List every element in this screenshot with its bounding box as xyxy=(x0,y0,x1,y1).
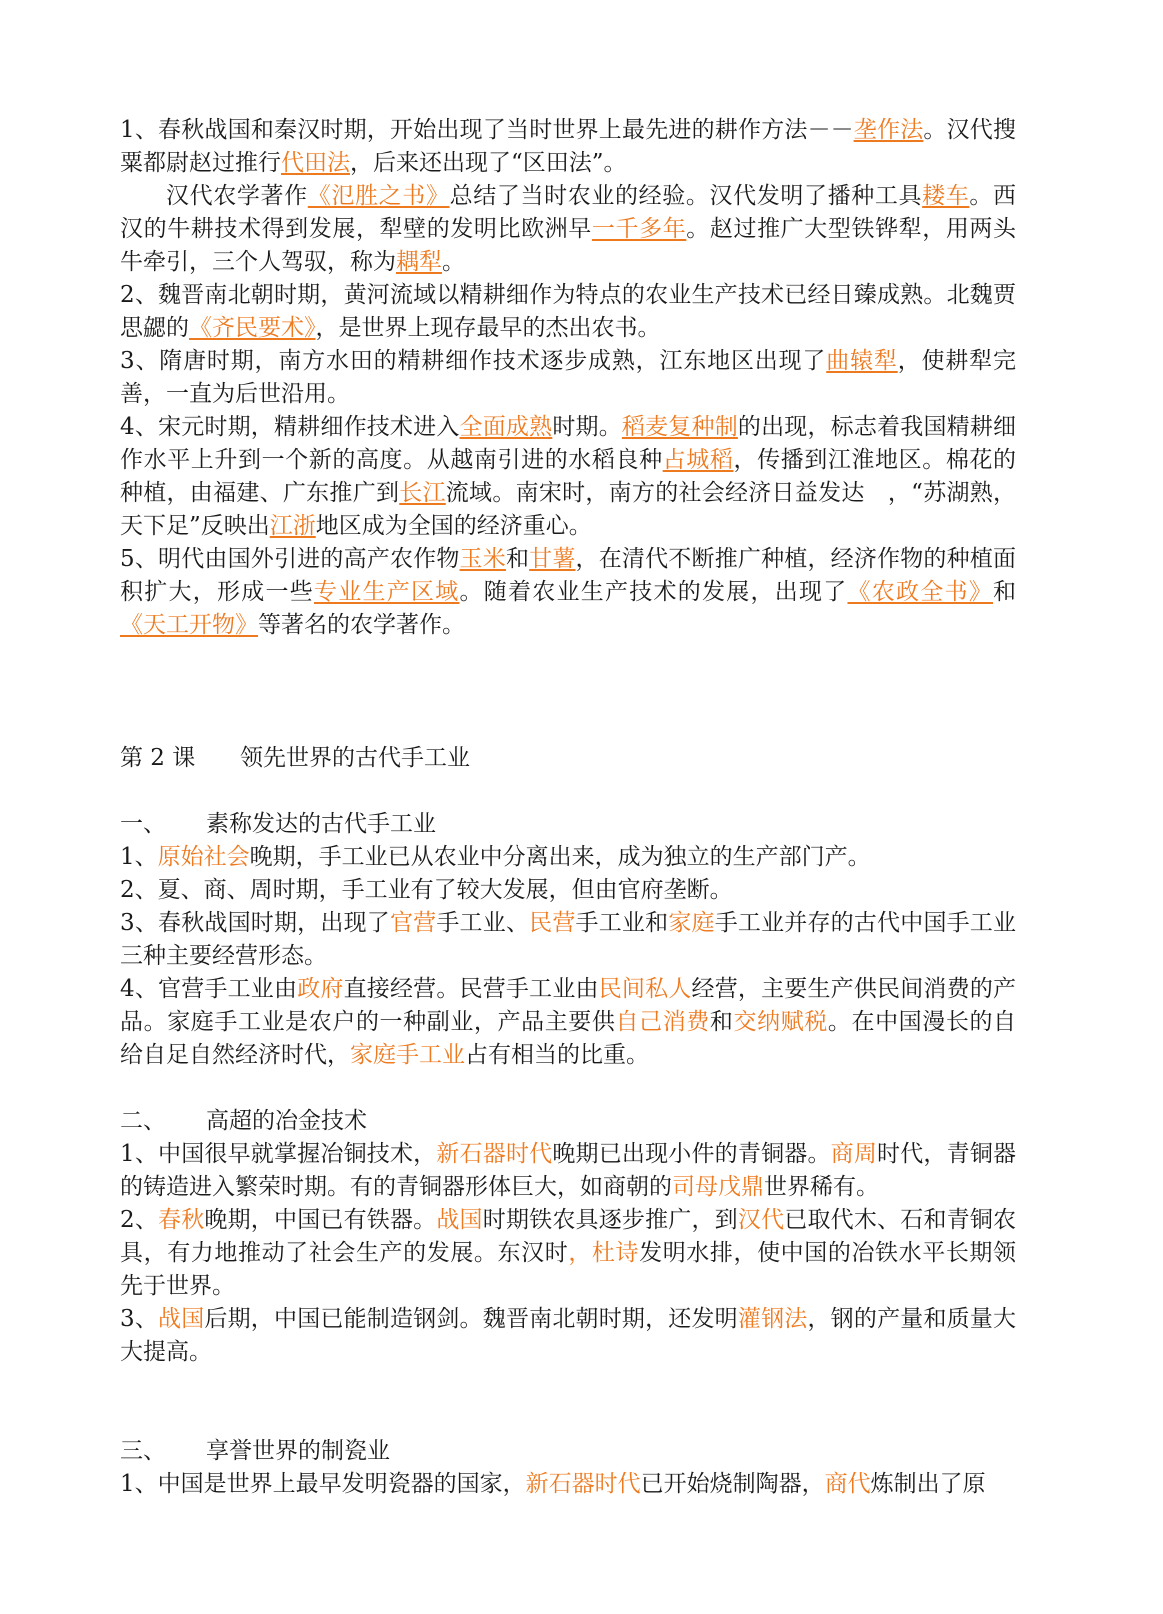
keyword-underlined: 甘薯 xyxy=(529,546,576,572)
text-run: 汉代农学著作 xyxy=(166,183,308,209)
text-run: 。赵过推广大型铁铧犁，用两头牛牵引，三个人驾驭，称为 xyxy=(120,216,1017,275)
keyword-highlight: 原始社会 xyxy=(157,844,250,870)
paragraph xyxy=(120,279,1016,345)
keyword-highlight: ，杜诗 xyxy=(568,1240,640,1266)
list-item xyxy=(120,841,1016,874)
list-item xyxy=(120,1468,1016,1501)
keyword-underlined: 稻麦复种制 xyxy=(621,414,738,440)
section-items xyxy=(120,1468,1016,1501)
section-heading xyxy=(120,808,1016,841)
text-run: 2、夏、商、周时期，手工业有了较大发展，但由官府垄断。 xyxy=(120,877,733,903)
section-items xyxy=(120,841,1016,1072)
keyword-highlight: 交纳赋税 xyxy=(733,1009,828,1035)
text-run: 世界稀有。 xyxy=(764,1174,879,1200)
text-run: ，在清代不断推广种植，经济作物的种植面积扩大，形成一些 xyxy=(120,546,1017,605)
paragraph xyxy=(120,114,1016,180)
text-run: 和 xyxy=(993,579,1016,605)
section-items xyxy=(120,1138,1016,1369)
keyword-highlight: 灌钢法 xyxy=(737,1306,808,1332)
section-number: 二、 xyxy=(120,1108,166,1134)
section-title: 享誉世界的制瓷业 xyxy=(206,1438,390,1464)
keyword-highlight: 家庭手工业 xyxy=(350,1042,465,1068)
keyword-highlight: 民营 xyxy=(529,910,576,936)
list-item xyxy=(120,1138,1016,1204)
text-run: 5、明代由国外引进的高产农作物 xyxy=(120,546,460,572)
keyword-underlined: 占城稻 xyxy=(662,447,734,473)
list-item xyxy=(120,874,1016,907)
text-run: 晚期，手工业已从农业中分离出来，成为独立的生产部门产。 xyxy=(249,844,871,870)
text-run: 经营，主要生产供民间消费的产品。家庭手工业是农户的一种副业，产品主要供 xyxy=(120,976,1017,1035)
text-run: 发明水排，使中国的冶铁水平长期领先于世界。 xyxy=(120,1240,1017,1299)
section-number: 一、 xyxy=(120,811,166,837)
text-run: 3、春秋战国时期，出现了 xyxy=(120,910,390,936)
keyword-underlined: 《农政全书》 xyxy=(847,579,993,605)
keyword-underlined: 代田法 xyxy=(281,150,350,176)
keyword-underlined: 耧车 xyxy=(922,183,970,209)
paragraph xyxy=(120,411,1016,543)
keyword-underlined: 全面成熟 xyxy=(459,414,553,440)
keyword-highlight: 新石器时代 xyxy=(525,1471,641,1497)
list-item xyxy=(120,973,1016,1072)
text-run: 晚期已出现小件的青铜器。 xyxy=(552,1141,831,1167)
keyword-highlight: 汉代 xyxy=(737,1207,785,1233)
paragraph xyxy=(120,345,1016,411)
paragraph xyxy=(120,180,1016,279)
keyword-underlined: 《天工开物》 xyxy=(120,612,258,638)
keyword-highlight: 商代 xyxy=(824,1471,871,1497)
list-item xyxy=(120,1204,1016,1303)
keyword-underlined: 《齐民要术》 xyxy=(189,315,316,341)
text-run: ，使耕犁完善，一直为后世沿用。 xyxy=(120,348,1017,407)
text-run: ，后来还出现了“区田法”。 xyxy=(350,150,627,176)
text-run: 。 xyxy=(442,249,465,275)
keyword-highlight: 春秋 xyxy=(158,1207,205,1233)
list-item xyxy=(120,1303,1016,1369)
keyword-highlight: 司母戊鼎 xyxy=(672,1174,764,1200)
text-run: 4、官营手工业由 xyxy=(120,976,298,1002)
text-run: 手工业、 xyxy=(436,910,530,936)
keyword-highlight: 商周 xyxy=(830,1141,878,1167)
text-run: 。随着农业生产技术的发展，出现了 xyxy=(459,579,848,605)
text-run: 1、 xyxy=(120,844,158,870)
keyword-highlight: 战国 xyxy=(436,1207,483,1233)
text-run: 直接经营。民营手工业由 xyxy=(343,976,599,1002)
text-run: 时期。 xyxy=(552,414,622,440)
list-item xyxy=(120,907,1016,973)
section-heading xyxy=(120,1105,1016,1138)
section-heading xyxy=(120,1435,1016,1468)
keyword-highlight: 自己消费 xyxy=(615,1009,710,1035)
text-run: 。汉代搜粟都尉赵过推行 xyxy=(120,117,1017,176)
keyword-underlined: 耦犁 xyxy=(396,249,442,275)
section-title: 素称发达的古代手工业 xyxy=(206,811,436,837)
text-run: 和 xyxy=(709,1009,734,1035)
paragraph xyxy=(120,543,1016,642)
text-run: 占有相当的比重。 xyxy=(465,1042,649,1068)
text-run: 的出现，标志着我国精耕细作水平上升到一个新的高度。从越南引进的水稻良种 xyxy=(120,414,1017,473)
lesson-label: 第 2 课 xyxy=(120,745,196,771)
text-run: 手工业和 xyxy=(575,910,669,936)
text-run: ，是世界上现存最早的杰出农书。 xyxy=(315,315,661,341)
keyword-underlined: 曲辕犁 xyxy=(826,348,898,374)
text-run: 。在中国漫长的自给自足自然经济时代， xyxy=(120,1009,1017,1068)
text-run: 。西汉的牛耕技术得到发展，犁壁的发明比欧洲早 xyxy=(120,183,1017,242)
text-run: 2、 xyxy=(120,1207,159,1233)
text-run: 炼制出了原 xyxy=(870,1471,986,1497)
text-run: ，钢的产量和质量大大提高。 xyxy=(120,1306,1017,1365)
text-run: 已开始烧制陶器， xyxy=(640,1471,825,1497)
keyword-highlight: 新石器时代 xyxy=(436,1141,553,1167)
keyword-highlight: 民间私人 xyxy=(598,976,692,1002)
keyword-underlined: 专业生产区域 xyxy=(314,579,460,605)
text-run: 3、隋唐时期，南方水田的精耕细作技术逐步成熟，江东地区出现了 xyxy=(120,348,827,374)
section-number: 三、 xyxy=(120,1438,166,1464)
keyword-underlined: 长江 xyxy=(399,480,446,506)
text-run: 4、宋元时期，精耕细作技术进入 xyxy=(120,414,460,440)
section-title: 高超的冶金技术 xyxy=(206,1108,367,1134)
text-run: 1、中国是世界上最早发明瓷器的国家， xyxy=(120,1471,526,1497)
text-run: 已取代木、石和青铜农具，有力地推动了社会生产的发展。东汉时 xyxy=(120,1207,1017,1266)
keyword-underlined: 《氾胜之书》 xyxy=(307,183,450,209)
lesson-title xyxy=(120,742,1016,775)
text-run: 1、中国很早就掌握冶铜技术， xyxy=(120,1141,437,1167)
text-run: 时期铁农具逐步推广，到 xyxy=(482,1207,738,1233)
keyword-highlight: 战国 xyxy=(158,1306,205,1332)
text-run: ，传播到江淮地区。棉花的种植，由福建、广东推广到 xyxy=(120,447,1017,506)
text-run: 时代，青铜器的铸造进入繁荣时期。有的青铜器形体巨大，如商朝的 xyxy=(120,1141,1017,1200)
keyword-highlight: 官营 xyxy=(389,910,437,936)
text-run: 流域。南宋时，南方的社会经济日益发达 ，“苏湖熟，天下足”反映出 xyxy=(120,480,1017,539)
text-run: 总结了当时农业的经验。汉代发明了播种工具 xyxy=(449,183,923,209)
keyword-underlined: 一千多年 xyxy=(591,216,687,242)
text-run: 2、魏晋南北朝时期，黄河流域以精耕细作为特点的农业生产技术已经日臻成熟。北魏贾思勰的 xyxy=(120,282,1016,341)
keyword-underlined: 垄作法 xyxy=(853,117,924,143)
text-run: 地区成为全国的经济重心。 xyxy=(315,513,592,539)
keyword-underlined: 江浙 xyxy=(269,513,316,539)
lesson-heading: 领先世界的古代手工业 xyxy=(240,745,470,771)
keyword-highlight: 政府 xyxy=(297,976,344,1002)
text-run: 1、春秋战国和秦汉时期，开始出现了当时世界上最先进的耕作方法－－ xyxy=(120,117,854,143)
text-run: 手工业并存的古代中国手工业三种主要经营形态。 xyxy=(120,910,1017,969)
text-run: 晚期，中国已有铁器。 xyxy=(204,1207,437,1233)
text-run: 3、 xyxy=(120,1306,159,1332)
keyword-underlined: 玉米 xyxy=(459,546,506,572)
text-run: 等著名的农学著作。 xyxy=(258,612,465,638)
keyword-highlight: 家庭 xyxy=(668,910,715,936)
text-run: 后期，中国已能制造钢剑。魏晋南北朝时期，还发明 xyxy=(204,1306,738,1332)
text-run: 和 xyxy=(505,546,530,572)
